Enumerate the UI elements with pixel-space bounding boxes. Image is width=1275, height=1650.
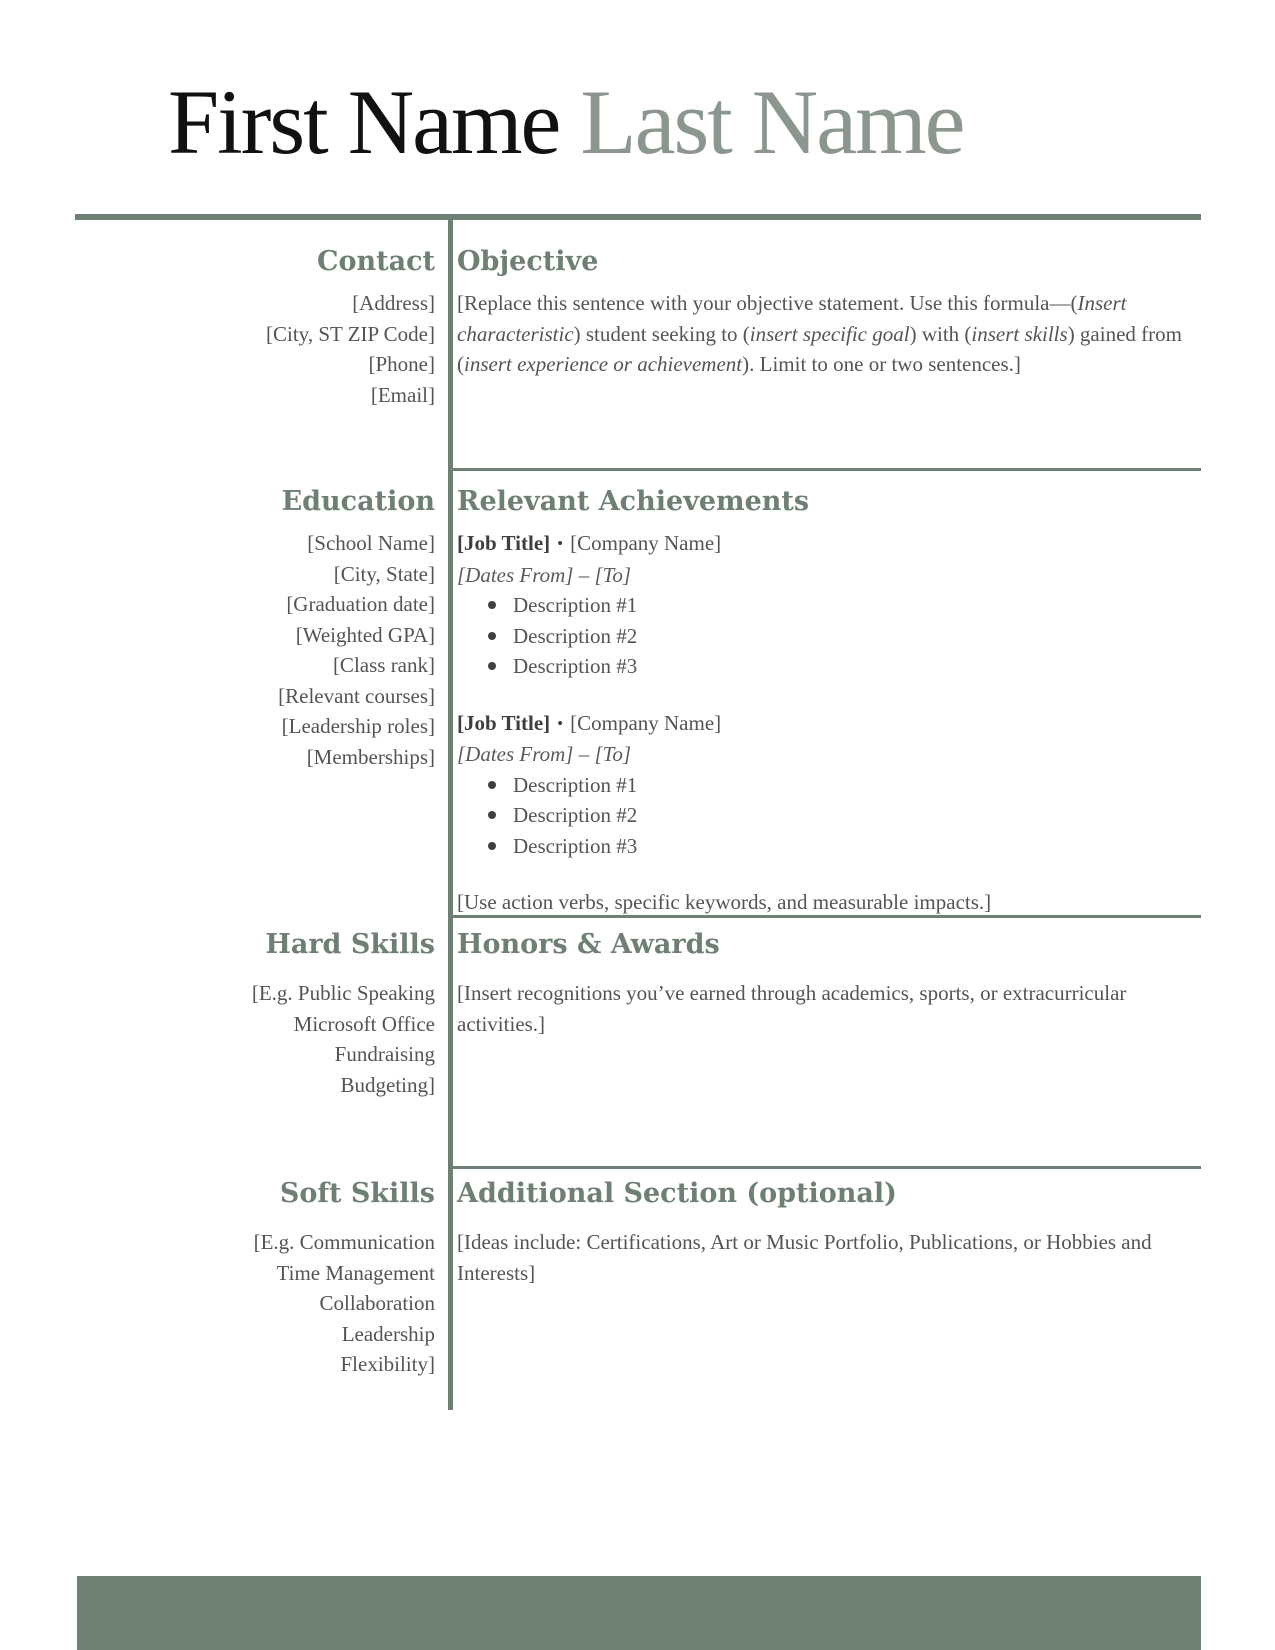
objective-section (457, 242, 1205, 380)
additional-body: [Ideas include: Certifications, Art or Music Portfolio, Publications, or Hobbies and Interests] (457, 1230, 1152, 1285)
job-title: [Job Title] (457, 531, 551, 555)
objective-heading: Objective (457, 246, 599, 277)
education-heading: Education (281, 486, 435, 517)
education-list (75, 528, 435, 772)
contact-section (75, 242, 435, 410)
bullet-item: Description #2 (457, 621, 1205, 652)
hard-skills-list (75, 978, 435, 1100)
job-dates: [Dates From] – [To] (457, 562, 632, 587)
title-last-name: Last Name (580, 71, 964, 173)
job-entry (457, 528, 1205, 682)
soft-skills-list (75, 1227, 435, 1380)
education-item: [City, State] (333, 561, 435, 586)
honors-section (457, 925, 1205, 1039)
education-item: [Leadership roles] (281, 714, 435, 738)
job-bullet-list (457, 590, 1205, 682)
header-rule (75, 214, 1201, 220)
contact-item: [City, ST ZIP Code] (266, 321, 435, 346)
hard-skill-item: Fundraising (334, 1042, 435, 1066)
education-item: [School Name] (307, 531, 435, 555)
soft-skill-item: Flexibility] (340, 1352, 435, 1376)
contact-heading: Contact (316, 246, 435, 277)
hard-skill-item: Microsoft Office (293, 1011, 435, 1036)
column-divider (448, 220, 453, 1410)
bullet-item: Description #2 (457, 800, 1205, 831)
bullet-separator: • (557, 713, 564, 733)
job-company: [Company Name] (570, 531, 722, 555)
contact-list (75, 288, 435, 410)
page-title (168, 72, 963, 172)
bullet-item: Description #1 (457, 590, 1205, 621)
contact-item: [Address] (352, 291, 435, 315)
bullet-item: Description #3 (457, 831, 1205, 862)
job-entry (457, 708, 1205, 862)
hard-skill-item: Budgeting] (340, 1072, 435, 1097)
soft-skill-item: Leadership (341, 1321, 435, 1346)
education-item: [Weighted GPA] (295, 622, 435, 647)
education-item: [Class rank] (332, 653, 435, 677)
achievements-section (457, 482, 1205, 918)
contact-item: [Email] (370, 382, 435, 407)
hard-skills-heading: Hard Skills (265, 929, 435, 960)
additional-section (457, 1174, 1205, 1288)
job-title-line (457, 528, 1205, 560)
soft-skill-item: Time Management (276, 1260, 435, 1285)
job-title-line (457, 708, 1205, 740)
soft-skills-heading: Soft Skills (279, 1178, 435, 1209)
title-space (559, 71, 580, 173)
honors-body: [Insert recognitions you’ve earned through academics, sports, or extracurricular activities.] (457, 981, 1127, 1036)
education-item: [Memberships] (306, 744, 435, 769)
objective-body: [Replace this sentence with your objective statement. Use this formula—(Insert characteristic) student seeking to (insert specific goal) with (insert skills) gained from (insert experience or achievement). Limit to one or two sentences.] (457, 291, 1182, 376)
education-item: [Graduation date] (286, 592, 435, 616)
achievements-section-rule (448, 468, 1201, 471)
title-first-name: First Name (168, 71, 560, 173)
job-title: [Job Title] (457, 710, 551, 735)
hard-skill-item: [E.g. Public Speaking (251, 981, 435, 1005)
footer-bar (77, 1576, 1201, 1650)
education-section (75, 482, 435, 772)
soft-skill-item: [E.g. Communication (253, 1230, 435, 1254)
bullet-item: Description #1 (457, 770, 1205, 801)
achievements-footnote: [Use action verbs, specific keywords, and measurable impacts.] (457, 890, 992, 914)
job-dates: [Dates From] – [To] (457, 742, 632, 766)
honors-heading: Honors & Awards (457, 929, 720, 960)
education-item: [Relevant courses] (278, 683, 435, 708)
hard-skills-section (75, 925, 435, 1100)
contact-item: [Phone] (368, 352, 435, 376)
additional-section-rule (448, 1166, 1201, 1169)
bullet-item: Description #3 (457, 651, 1205, 682)
achievements-heading: Relevant Achievements (457, 486, 810, 517)
additional-heading: Additional Section (optional) (457, 1178, 897, 1209)
soft-skill-item: Collaboration (319, 1291, 435, 1315)
bullet-separator: • (557, 534, 564, 553)
job-company: [Company Name] (570, 710, 722, 735)
soft-skills-section (75, 1174, 435, 1380)
job-bullet-list (457, 770, 1205, 862)
